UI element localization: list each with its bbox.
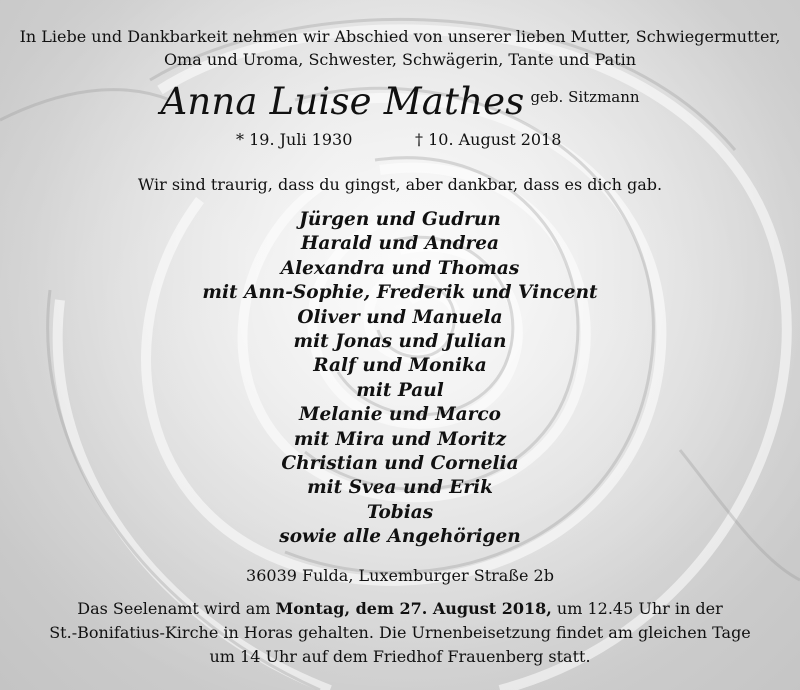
service-line-1-start: Das Seelenamt wird am [77,599,276,618]
mourner-line: Ralf und Monika [313,355,487,377]
service-line-1 [0,597,800,621]
deceased-name: Anna Luise Mathes [160,80,525,123]
mourner-line: Tobias [366,501,434,523]
mourner-line: mit Ann-Sophie, Frederik und Vincent [202,282,598,304]
service-info [0,597,800,669]
mourner-line: mit Svea und Erik [307,477,493,499]
mourner-line: Oliver und Manuela [297,306,503,328]
mourner-line: Alexandra und Thomas [280,257,520,279]
mourner-line: Jürgen und Gudrun [299,209,501,230]
intro-line-2: Oma und Uroma, Schwester, Schwägerin, Tante und Patin [163,50,637,69]
intro-line-1: In Liebe und Dankbarkeit nehmen wir Abschied von unserer lieben Mutter, Schwiegermutter, [19,27,781,46]
death-date: † 10. August 2018 [415,130,562,149]
motto-text: Wir sind traurig, dass du gingst, aber dankbar, dass es dich gab. [137,175,663,194]
service-line-3: um 14 Uhr auf dem Friedhof Frauenberg statt. [209,647,591,666]
mourners-list [0,208,800,550]
mourner-line: Melanie und Marco [298,404,502,426]
deceased-name-row [0,80,800,123]
family-address: 36039 Fulda, Luxemburger Straße 2b [246,566,554,585]
mourner-line: sowie alle Angehörigen [279,526,521,548]
service-date: Montag, dem 27. August 2018, [275,599,552,618]
mourner-line: mit Mira und Moritz [293,428,507,450]
service-line-1-end: um 12.45 Uhr in der [551,599,723,618]
life-dates [0,130,800,152]
birth-date: * 19. Juli 1930 [236,130,353,149]
mourner-line: mit Paul [356,379,444,401]
service-line-2: St.-Bonifatius-Kirche in Horas gehalten. Die Urnenbeisetzung findet am gleichen Tage [49,623,751,642]
mourner-line: Christian und Cornelia [281,453,519,475]
mourner-line: Harald und Andrea [300,233,500,255]
birth-name: geb. Sitzmann [530,88,640,106]
intro-text [0,25,800,71]
mourner-line: mit Jonas und Julian [293,331,507,353]
